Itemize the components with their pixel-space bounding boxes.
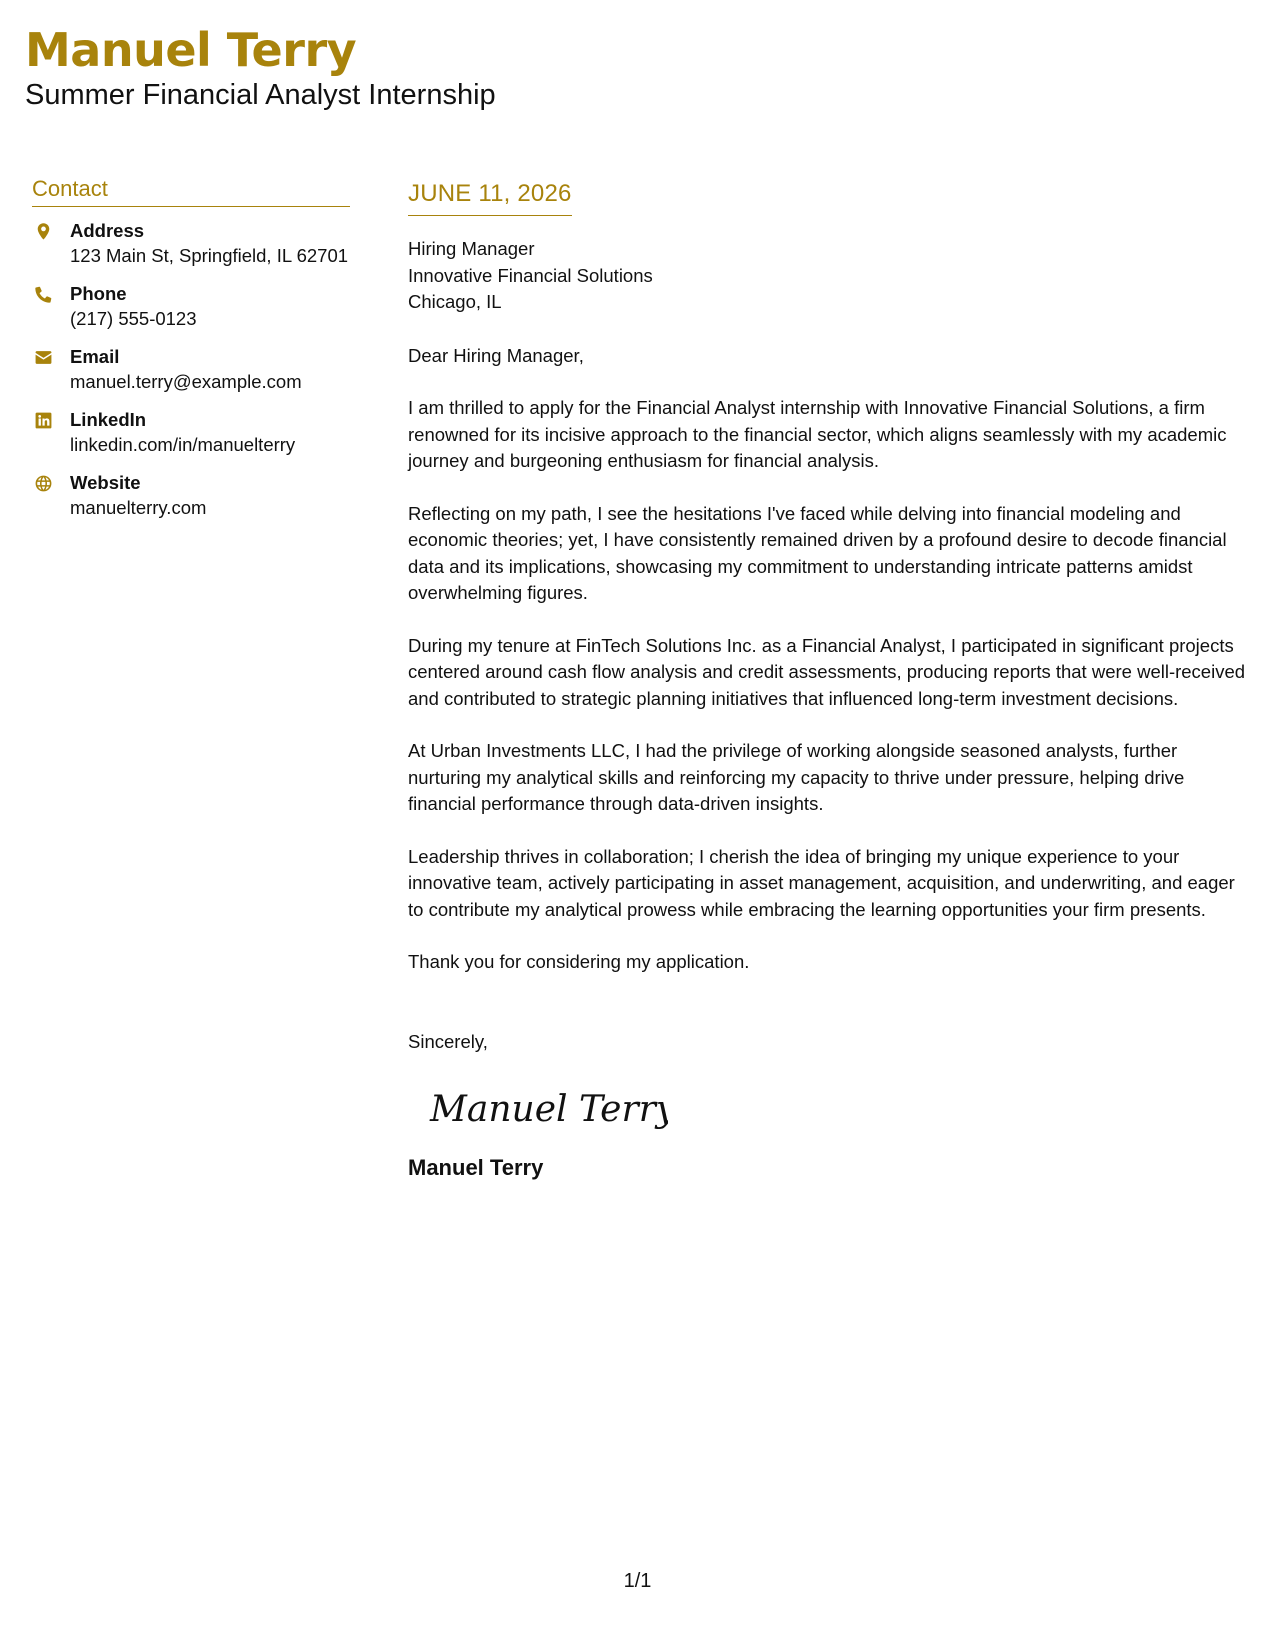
body-paragraph: I am thrilled to apply for the Financial Analyst internship with Innovative Financial Solutions, a firm renowned for its incisive approach to the financial sector, which aligns seamlessly with my academic journey and burgeoning enthusiasm for financial analysis. — [408, 397, 1227, 471]
contact-value: manuel.terry@example.com — [70, 371, 302, 392]
handwritten-signature — [428, 1081, 668, 1137]
applicant-name: Manuel Terry — [25, 23, 357, 77]
letter-date: JUNE 11, 2026 — [408, 178, 572, 216]
recipient-block — [408, 236, 1253, 316]
contact-label: Email — [70, 346, 120, 367]
contact-label: Website — [70, 472, 141, 493]
contact-heading: Contact — [32, 174, 350, 207]
svg-text:Manuel Terry: Manuel Terry — [430, 1089, 668, 1130]
contact-value: (217) 555-0123 — [70, 308, 197, 329]
contact-item-linkedin — [32, 408, 350, 457]
contact-item-website — [32, 471, 350, 520]
salutation: Dear Hiring Manager, — [408, 344, 584, 366]
contact-label: Address — [70, 220, 145, 241]
signed-name: Manuel Terry — [408, 1155, 544, 1180]
body-paragraph: Reflecting on my path, I see the hesitations I've faced while delving into financial modeling and economic theories; yet, I have consistently remained driven by a profound desire to decode financial data and its implications, showcasing my commitment to understanding intricate patterns amidst overwhelming figures. — [408, 502, 1227, 603]
page-number: 1/1 — [623, 1570, 652, 1592]
position-title: Summer Financial Analyst Internship — [25, 79, 496, 111]
contact-value: manuelterry.com — [70, 497, 207, 518]
body-paragraph: During my tenure at FinTech Solutions Inc. as a Financial Analyst, I participated in significant projects centered around cash flow analysis and credit assessments, producing reports that were well-received and contributed to strategic planning initiatives that influenced long-term investment decisions. — [408, 634, 1246, 709]
body-paragraph: Leadership thrives in collaboration; I cherish the idea of bringing my unique experience to your innovative team, actively participating in asset management, acquisition, and underwriting, and eager to contribute my analytical prowess while embracing the learning opportunities your firm presents. — [408, 845, 1235, 920]
contact-value: 123 Main St, Springfield, IL 62701 — [70, 245, 349, 266]
envelope-icon — [32, 346, 54, 368]
recipient-location: Chicago, IL — [408, 291, 502, 312]
contact-value: linkedin.com/in/manuelterry — [70, 434, 296, 455]
map-pin-icon — [32, 220, 54, 242]
letter-body — [408, 178, 1253, 1183]
recipient-title: Hiring Manager — [408, 238, 535, 259]
recipient-company: Innovative Financial Solutions — [408, 264, 653, 286]
closing-thanks: Thank you for considering my application. — [408, 951, 750, 972]
contact-item-address — [32, 219, 350, 268]
contact-label: LinkedIn — [70, 409, 147, 430]
phone-icon — [32, 283, 54, 305]
contact-label: Phone — [70, 283, 127, 304]
linkedin-icon — [32, 409, 54, 431]
contact-item-email — [32, 345, 350, 394]
contact-sidebar — [32, 174, 350, 534]
globe-icon — [32, 472, 54, 494]
closing: Sincerely, — [408, 1030, 488, 1052]
contact-item-phone — [32, 282, 350, 331]
letter-header — [25, 22, 496, 112]
body-paragraph: At Urban Investments LLC, I had the privilege of working alongside seasoned analysts, further nurturing my analytical skills and reinforcing my capacity to thrive under pressure, helping drive financial performance through data-driven insights. — [408, 740, 1185, 814]
